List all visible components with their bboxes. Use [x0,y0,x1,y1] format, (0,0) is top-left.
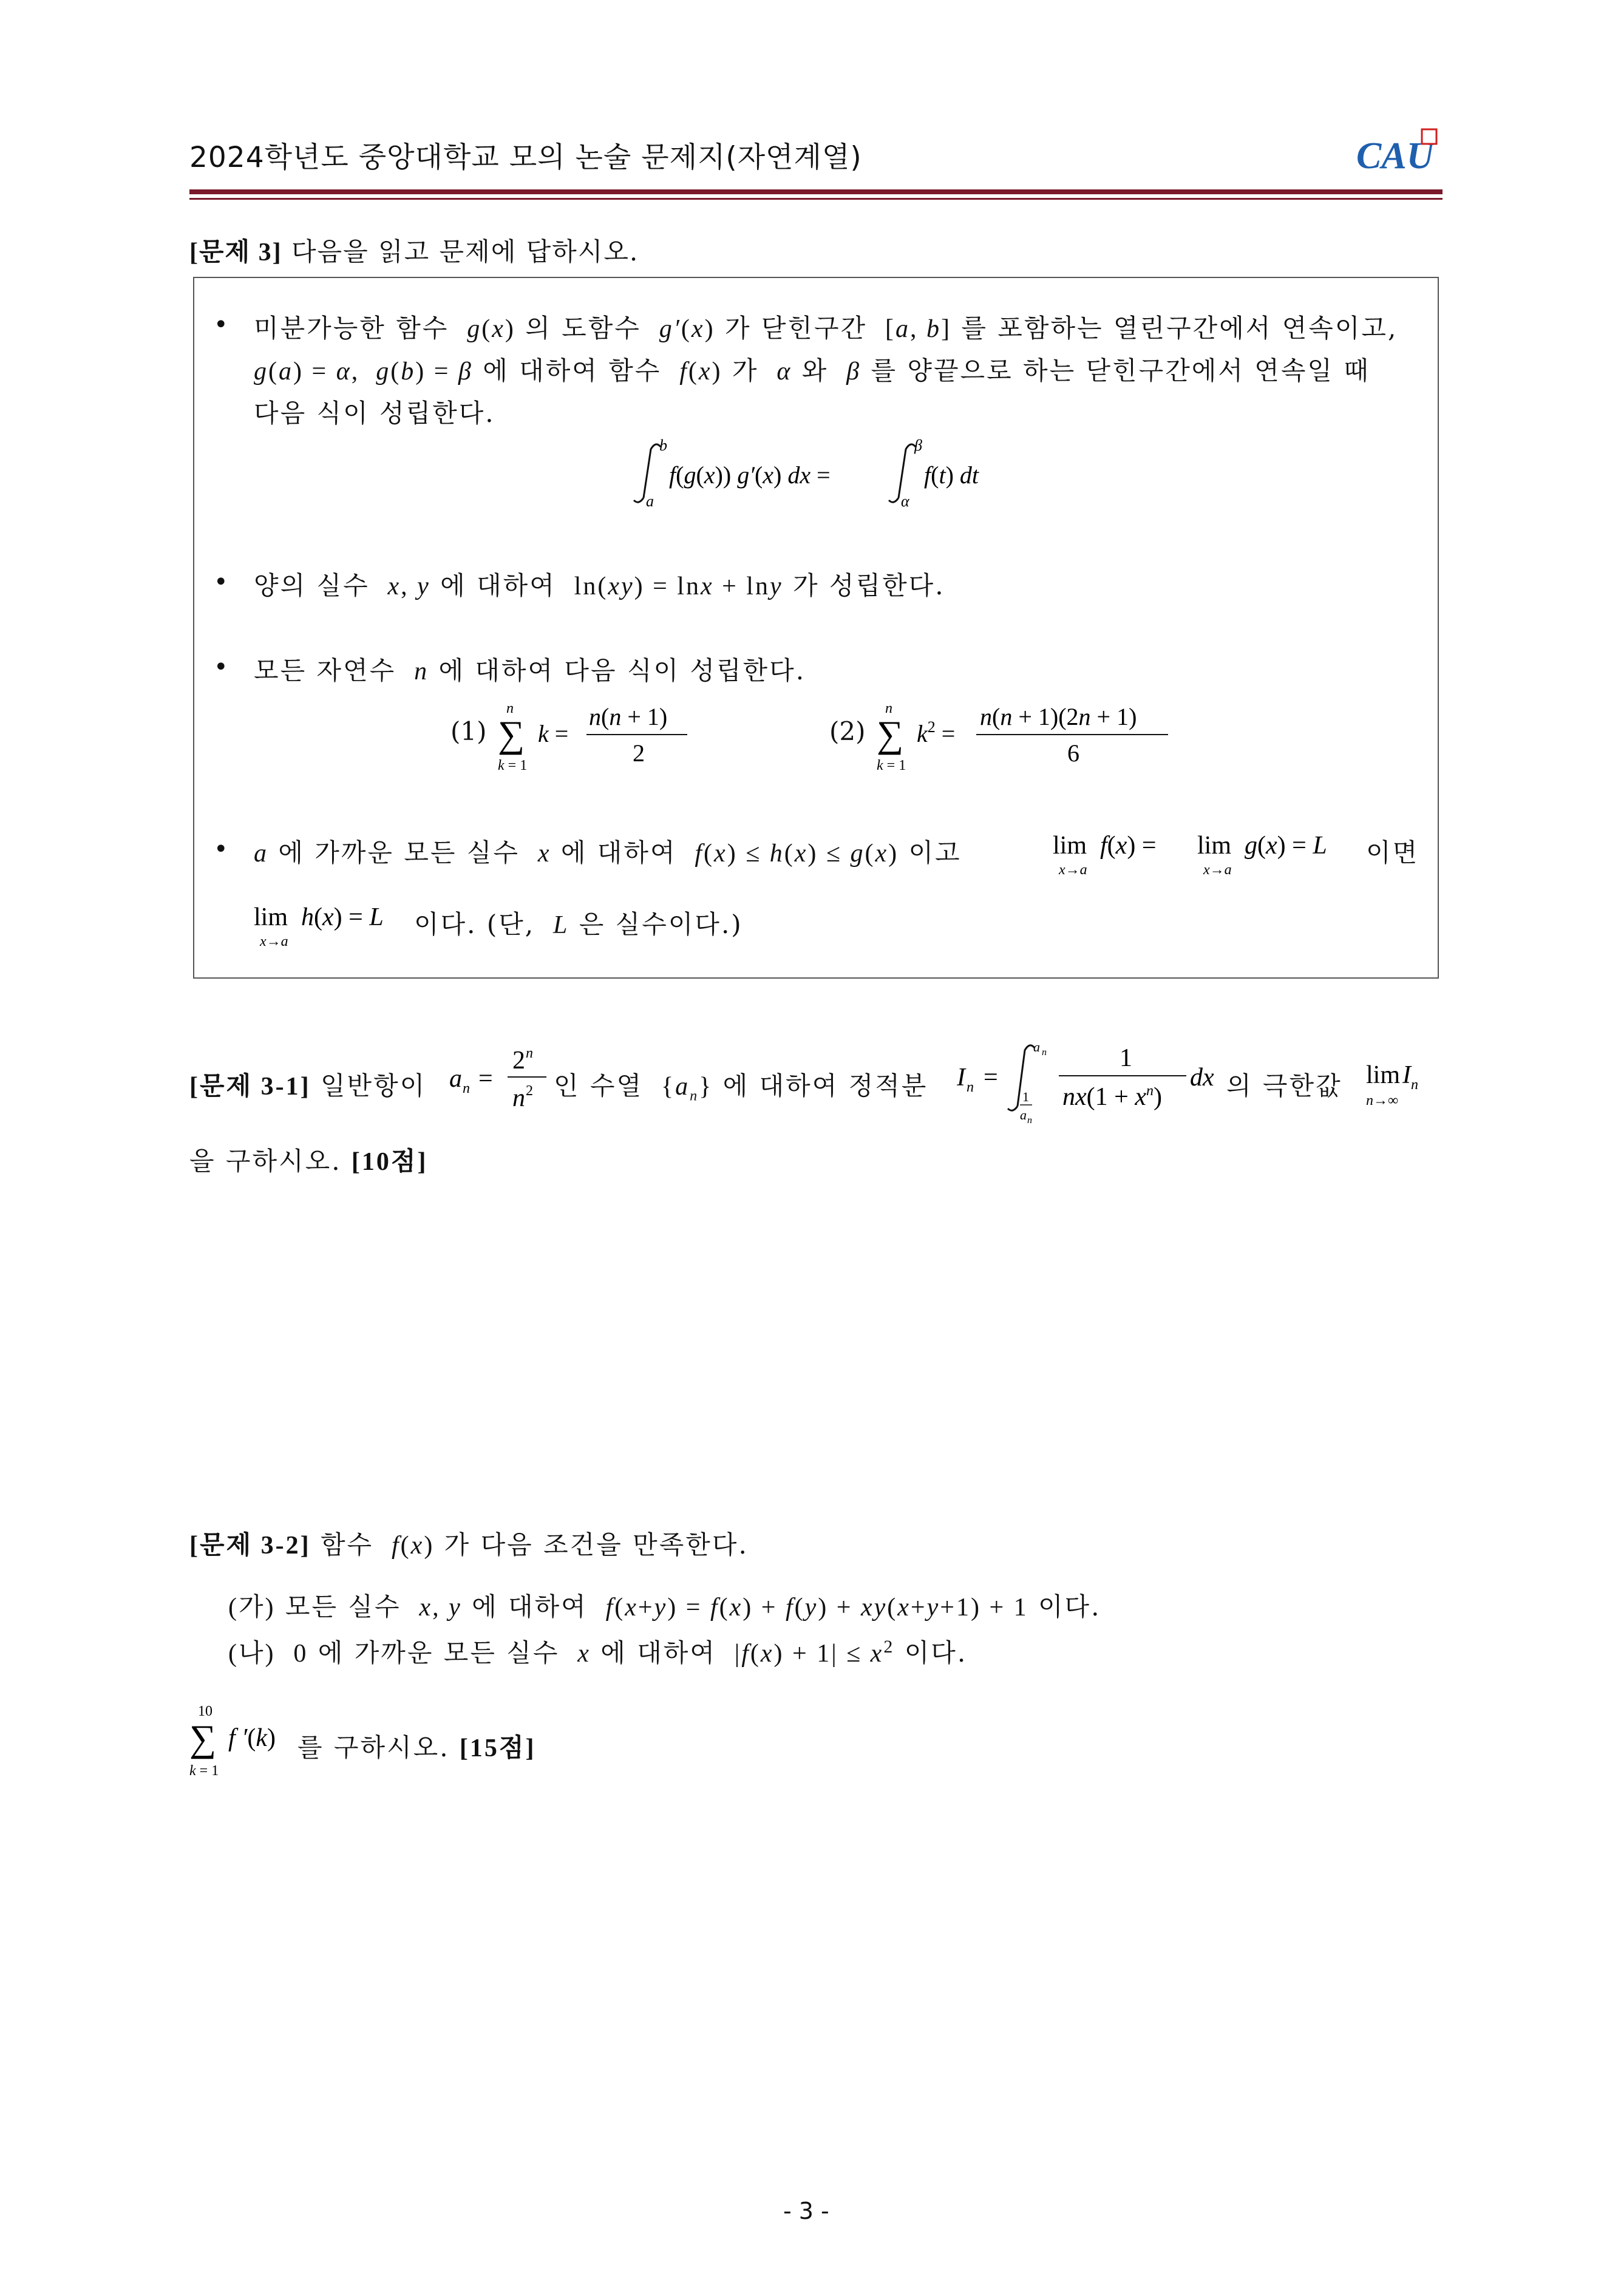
svg-text:∑: ∑ [877,714,904,755]
math-In-integral [957,1034,1242,1132]
problem-3-2-condition-b [228,1633,967,1669]
page-header-title: 2024학년도 중앙대학교 모의 논술 문제지(자연계열) [189,141,862,174]
condition-a-label: (가) [228,1594,276,1622]
svg-text:k = 1: k = 1 [498,758,528,773]
svg-text:lim: lim [1197,832,1232,860]
math-x-y: x [379,572,401,600]
text: 에 대하여 다음 식이 성립한다. [438,656,806,685]
formula-sum-k-squared [877,698,1180,777]
formula-2-label: (2) [829,716,866,746]
bullet-1-dot: • [214,311,228,339]
text: 양의 실수 [254,571,370,600]
bullet-4-line-2 [414,905,743,941]
page-number: - 3 - [783,2198,829,2224]
svg-text:a: a [1033,1039,1040,1055]
math-log-identity: ln(xy) = lnx + lny [566,572,783,600]
svg-text:2: 2 [633,739,645,767]
svg-text:n: n [967,1079,974,1095]
condition-b-label: (나) [228,1640,276,1668]
formula-sum-k [498,698,692,777]
text: 가 닫힌구간 [724,313,868,343]
text: 모든 자연수 [254,656,396,685]
math-alpha: α [768,358,792,385]
svg-text:1: 1 [1120,1044,1132,1072]
svg-text:dx: dx [1190,1064,1214,1092]
bullet-4-line-1 [254,833,962,869]
text: 를 양끝으로 하는 닫힌구간에서 연속일 때 [871,356,1370,385]
svg-text:lim: lim [1366,1061,1401,1089]
problem-3-1-line-1b [554,1066,928,1104]
math-ga-alpha: g [254,358,268,385]
svg-text:∑: ∑ [189,1718,217,1759]
bullet-2-dot: • [214,568,228,596]
svg-text:f ′(k): f ′(k) [228,1724,276,1752]
svg-text:n: n [1411,1077,1418,1093]
svg-text:=: = [478,1065,493,1093]
svg-text:6: 6 [1067,739,1079,767]
svg-text:α: α [901,492,909,510]
math-x-y: x [410,1594,433,1622]
text: 에 대하여 [472,1592,588,1622]
svg-text:2: 2 [512,1047,525,1075]
formula-1-label: (1) [450,716,487,746]
svg-text:k =: k = [538,720,569,747]
svg-text:∑: ∑ [498,714,525,755]
problem-3-2-heading: [문제 3-2] 함수 f(x) 가 다음 조건을 만족한다. [189,1530,749,1560]
svg-text:f(x) =: f(x) = [1100,832,1157,860]
svg-text:g(x) = L: g(x) = L [1245,832,1327,860]
math-interval-ab: [a, b] [877,315,952,343]
math-beta: β [838,358,861,385]
svg-text:=: = [984,1064,998,1092]
math-lim-In [1366,1056,1445,1111]
svg-text:a: a [449,1065,462,1093]
formula-substitution [625,437,1050,510]
math-sum-fprime [189,1700,299,1785]
text: 일반항이 [320,1071,427,1101]
math-gprime-x: g′ [651,315,681,343]
bullet-1-line-3: 다음 식이 성립한다. [254,398,495,428]
svg-text:n: n [1042,1047,1047,1058]
text: 가 다음 조건을 만족한다. [444,1530,749,1560]
problem-3-instruction: 다음을 읽고 문제에 답하시오. [291,237,639,267]
svg-text:k2 =: $k^2$ = [917,718,956,747]
bullet-4-dot: • [214,835,228,863]
math-lim-h [254,898,412,953]
text: 가 [732,356,759,385]
problem-3-2-points: [15점] [459,1734,536,1762]
svg-text:a: a [646,492,654,510]
text: 이다. [904,1638,968,1668]
math-fx: f [383,1532,401,1560]
text: 이다. [1038,1592,1101,1622]
header-rule-thick [189,189,1443,194]
text: 에 가까운 모든 실수 [278,838,520,868]
math-n: n [406,657,429,685]
problem-3-heading [189,232,639,268]
svg-text:x→a: x→a [260,934,288,949]
header-rule-thin [189,198,1443,200]
svg-text:I: I [1402,1061,1411,1089]
math-lim-f-eq-lim-g [1053,827,1411,881]
bullet-4-line-1-end: 이면 [1366,838,1419,868]
svg-text:k = 1: k = 1 [189,1763,219,1779]
math-a: a [254,840,268,868]
bullet-3-line [254,651,806,687]
svg-text:f(g(x)) g′(x) dx =: f(g(x)) g′(x) dx = [669,461,831,489]
svg-text:b: b [659,437,667,454]
text: 인 수열 [554,1071,644,1101]
math-bound-inequality: $|f(x) + 1| \le x^2$ [726,1637,895,1668]
math-functional-equation: f(x+y) = f(x) + f(y) + xy(x+y+1) + 1 [605,1594,1028,1622]
text: 에 대하여 [440,571,556,600]
svg-text:n: n [512,1084,525,1112]
bullet-1-line-2: g(a) = α, g(b) = β 에 대하여 함수 f(x) 가 α 와 β 를 양끝으로 하는 닫힌구간에서 연속일 때 [254,356,1370,385]
math-squeeze-inequality: f(x) ≤ h(x) ≤ g(x) [695,840,899,868]
math-an-def [449,1042,552,1121]
svg-text:I: I [957,1064,965,1092]
svg-text:2: 2 [526,1083,533,1099]
math-gx: g [458,315,482,343]
problem-3-2-ask [297,1728,535,1764]
svg-text:n→∞: n→∞ [1366,1093,1399,1109]
math-L: L [545,911,569,939]
svg-text:n(n + 1): n(n + 1) [589,703,668,730]
text: 은 실수이다.) [579,909,743,939]
text: 의 도함수 [525,313,641,343]
svg-text:lim: lim [1053,832,1087,860]
text: 함수 [320,1530,374,1560]
svg-text:β: β [914,437,922,454]
text: 와 [801,356,829,385]
math-x: x [569,1640,591,1668]
problem-3-2-label: [문제 3-2] [189,1532,311,1560]
svg-text:n(n + 1)(2n + 1): n(n + 1)(2n + 1) [980,703,1137,730]
svg-text:a: a [1020,1107,1027,1123]
problem-3-1-line-1c: 의 극한값 [1226,1071,1342,1101]
problem-3-1-line-2 [189,1141,427,1178]
svg-text:n: n [463,1081,470,1096]
text: 에 가까운 모든 실수 [318,1638,560,1668]
svg-text:x→a: x→a [1203,862,1232,878]
problem-3-2-condition-a: (가) 모든 실수 x, y 에 대하여 f(x+y) = f(x) + f(y) + xy(x+y+1) + 1 이다. [228,1592,1101,1622]
svg-text:n: n [526,1045,533,1061]
svg-text:f(t) dt: f(t) dt [924,461,979,489]
svg-text:1: 1 [1022,1089,1029,1104]
svg-text:x→a: x→a [1059,862,1087,878]
text: 에 대하여 함수 [483,356,662,385]
svg-text:h(x) = L: h(x) = L [301,903,384,931]
text: 이다. (단, [414,909,535,939]
problem-3-1-label: [문제 3-1] [189,1073,311,1101]
bullet-2-line: 양의 실수 x, y 에 대하여 ln(xy) = lnx + lny 가 성립한다. [254,571,945,600]
svg-text:n: n [1027,1115,1032,1126]
svg-text:n: n [506,701,514,716]
problem-3-label: [문제 3] [189,239,282,267]
math-zero: 0 [285,1640,308,1668]
bullet-3-dot: • [214,653,228,681]
svg-text:k = 1: k = 1 [877,758,906,773]
logo-lettering: CAU [1356,135,1434,177]
text: 에 대하여 [600,1638,716,1668]
svg-text:nx(1 + xn): $nx(1 + x^n)$ [1062,1083,1162,1111]
problem-3-1-line-1a [189,1066,426,1102]
problem-3-1-points: [10점] [351,1148,428,1176]
math-x: x [529,840,551,868]
text: 에 대하여 정적분 [722,1071,928,1101]
svg-text:lim: lim [254,903,288,931]
text: 를 포함하는 열린구간에서 연속이고, [961,313,1398,343]
text: 미분가능한 함수 [254,313,449,343]
text: 을 구하시오. [189,1146,342,1176]
text: 를 구하시오. [297,1733,450,1762]
svg-text:10: 10 [198,1703,212,1719]
bullet-1-line-1: 미분가능한 함수 g(x) 의 도함수 g′(x) 가 닫힌구간 [a, b] 를 포함하는 열린구간에서 연속이고, [254,313,1398,343]
math-sequence-an: $\{a_n\}$ [653,1073,713,1104]
cau-logo [1354,124,1445,179]
text: 이고 [908,838,962,868]
text: 모든 실수 [285,1592,401,1622]
math-fx: f [671,358,688,385]
text: 가 성립한다. [793,571,945,600]
svg-text:n: n [885,701,892,716]
text: 에 대하여 [560,838,677,868]
